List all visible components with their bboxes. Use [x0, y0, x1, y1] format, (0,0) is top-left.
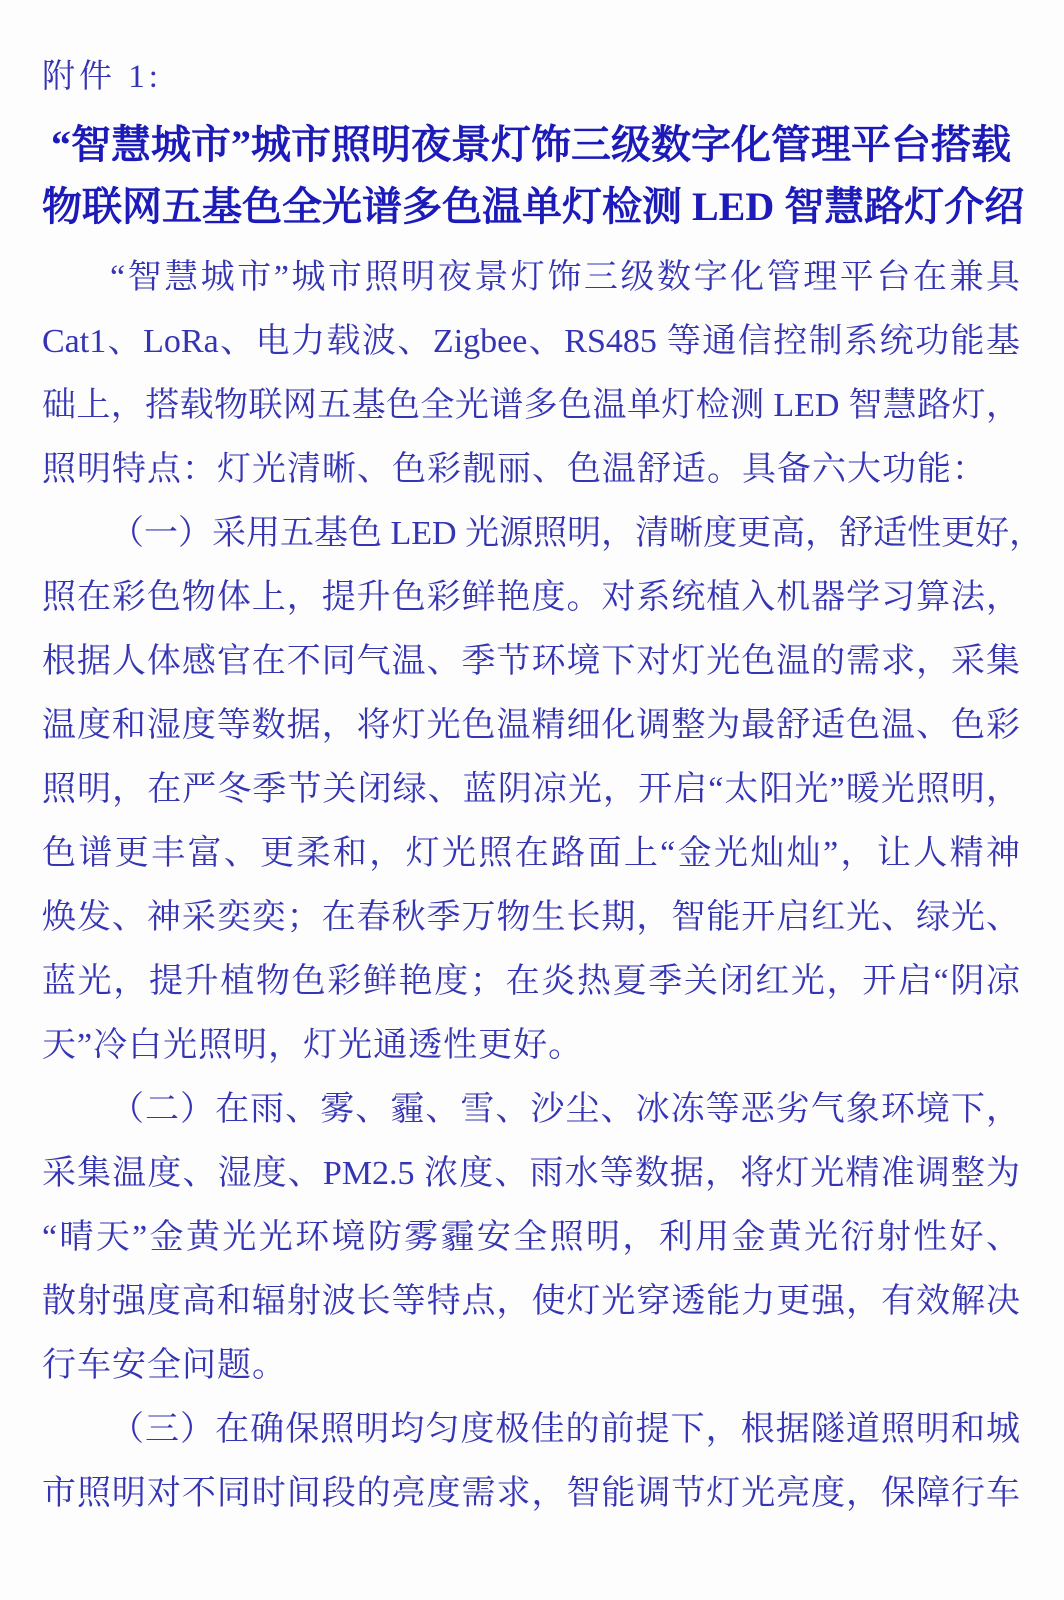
body-line: 照在彩色物体上，提升色彩鲜艳度。对系统植入机器学习算法，: [42, 579, 1020, 616]
document-title-line-1: “智慧城市”城市照明夜景灯饰三级数字化管理平台搭载: [51, 122, 1011, 167]
body-line: （一）采用五基色 LED 光源照明，清晰度更高，舒适性更好，: [110, 515, 1044, 552]
body-line: 焕发、神采奕奕；在春秋季万物生长期，智能开启红光、绿光、: [42, 899, 1020, 936]
body-line: “晴天”金黄光光环境防雾霾安全照明，利用金黄光衍射性好、: [42, 1219, 1020, 1256]
body-line: 照明特点：灯光清晰、色彩靓丽、色温舒适。具备六大功能：: [42, 451, 987, 488]
body-line: （二）在雨、雾、霾、雪、沙尘、冰冻等恶劣气象环境下，: [110, 1091, 1020, 1128]
body-line: 市照明对不同时间段的亮度需求，智能调节灯光亮度，保障行车: [42, 1475, 1020, 1512]
attachment-label: 附件 1:: [42, 59, 162, 95]
body-line: 行车安全问题。: [42, 1347, 287, 1384]
document-title: [42, 114, 1025, 238]
body-line: 温度和湿度等数据，将灯光色温精细化调整为最舒适色温、色彩: [42, 707, 1020, 744]
body-line: 照明，在严冬季节关闭绿、蓝阴凉光，开启“太阳光”暖光照明，: [42, 771, 1020, 808]
body-line: 色谱更丰富、更柔和，灯光照在路面上“金光灿灿”，让人精神: [42, 835, 1020, 872]
body-line: Cat1、LoRa、电力载波、Zigbee、RS485 等通信控制系统功能基: [42, 323, 1020, 360]
document-title-line-2: 物联网五基色全光谱多色温单灯检测 LED 智慧路灯介绍: [42, 184, 1025, 229]
body-line: 蓝光，提升植物色彩鲜艳度；在炎热夏季关闭红光，开启“阴凉: [42, 963, 1020, 1000]
document-body: [42, 246, 1044, 1526]
body-line: 根据人体感官在不同气温、季节环境下对灯光色温的需求，采集: [42, 643, 1020, 680]
body-line: “智慧城市”城市照明夜景灯饰三级数字化管理平台在兼具: [110, 259, 1020, 296]
body-line: 采集温度、湿度、PM2.5 浓度、雨水等数据，将灯光精准调整为: [42, 1155, 1020, 1192]
body-line: 础上，搭载物联网五基色全光谱多色温单灯检测 LED 智慧路灯，: [42, 387, 1020, 424]
body-line: 散射强度高和辐射波长等特点，使灯光穿透能力更强，有效解决: [42, 1283, 1020, 1320]
body-line: （三）在确保照明均匀度极佳的前提下，根据隧道照明和城: [110, 1411, 1020, 1448]
body-line: 天”冷白光照明，灯光通透性更好。: [42, 1027, 584, 1064]
